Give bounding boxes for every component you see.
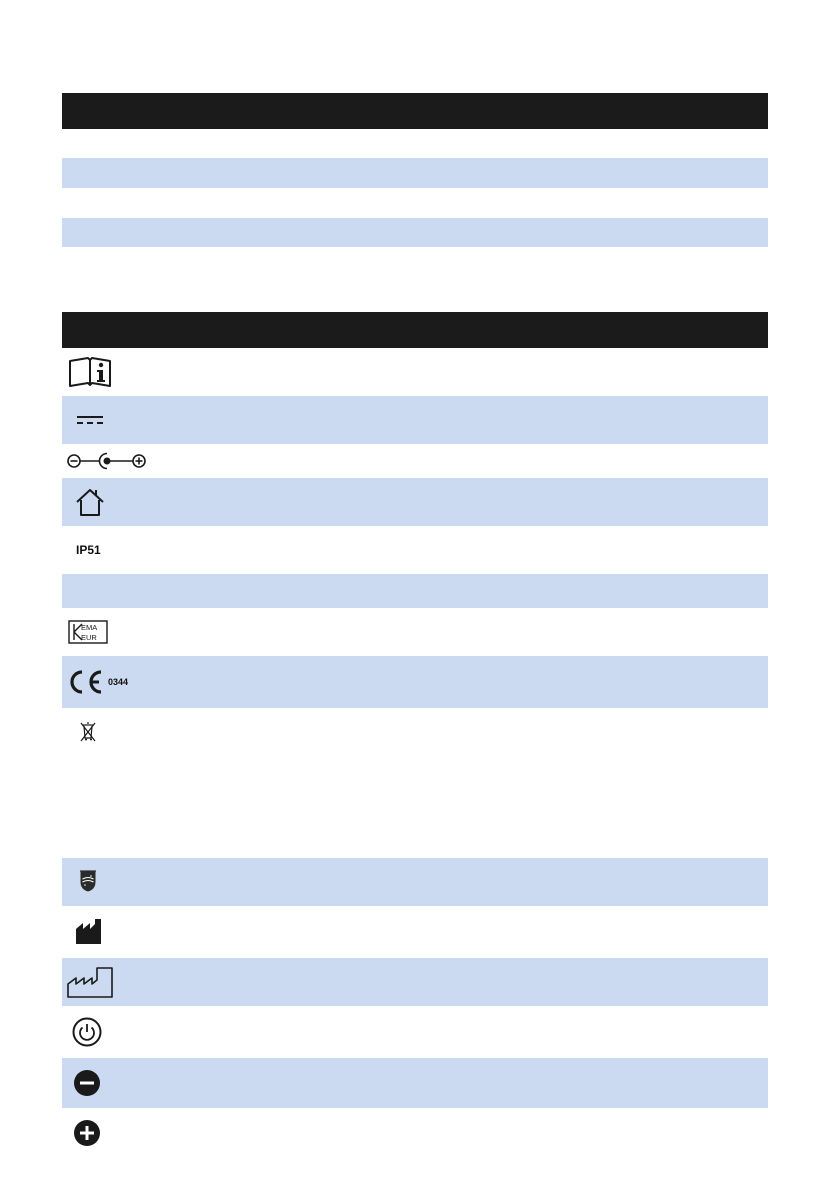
kema-eur-mark-icon	[68, 620, 108, 644]
manufacturer-icon	[74, 918, 104, 946]
symbol-row-plus	[62, 1108, 768, 1156]
symbol-row-dc	[62, 396, 768, 444]
symbol-row-instructions	[62, 348, 768, 396]
instructions-for-use-icon	[68, 354, 112, 390]
table1-row	[62, 188, 768, 218]
minus-button-icon	[72, 1068, 102, 1098]
ip-rating-label: IP51	[76, 543, 101, 557]
ip-rating-icon	[76, 542, 116, 558]
power-button-icon	[72, 1017, 102, 1047]
symbol-row-indoor	[62, 478, 768, 526]
philips-shield-logo	[78, 869, 98, 893]
date-of-manufacture-icon	[66, 966, 114, 998]
symbol-row-kema	[62, 608, 768, 656]
symbol-row-power	[62, 1006, 768, 1058]
symbol-row-weee	[62, 708, 768, 858]
dc-polarity-icon	[66, 452, 148, 470]
symbol-row-ce	[62, 656, 768, 708]
symbol-row-ip	[62, 526, 768, 574]
kema-bottom-text: EUR	[81, 633, 97, 642]
table2-header	[62, 312, 768, 348]
table1-row	[62, 158, 768, 188]
symbol-row-date-of-manufacture	[62, 958, 768, 1006]
table1-row	[62, 218, 768, 247]
symbol-row-philips	[62, 858, 768, 906]
weee-crossed-bin-icon	[78, 720, 98, 744]
table1-header	[62, 93, 768, 129]
plus-button-icon	[72, 1118, 102, 1148]
ce-mark-icon	[68, 668, 138, 696]
symbol-row-blank	[62, 574, 768, 608]
ce-notified-body: 0344	[108, 677, 129, 687]
symbol-row-polarity	[62, 444, 768, 478]
symbol-row-manufacturer	[62, 906, 768, 958]
table1-row	[62, 129, 768, 158]
kema-top-text: EMA	[81, 623, 98, 632]
direct-current-icon	[76, 414, 104, 426]
symbol-row-minus	[62, 1058, 768, 1108]
indoor-use-only-icon	[74, 486, 106, 518]
